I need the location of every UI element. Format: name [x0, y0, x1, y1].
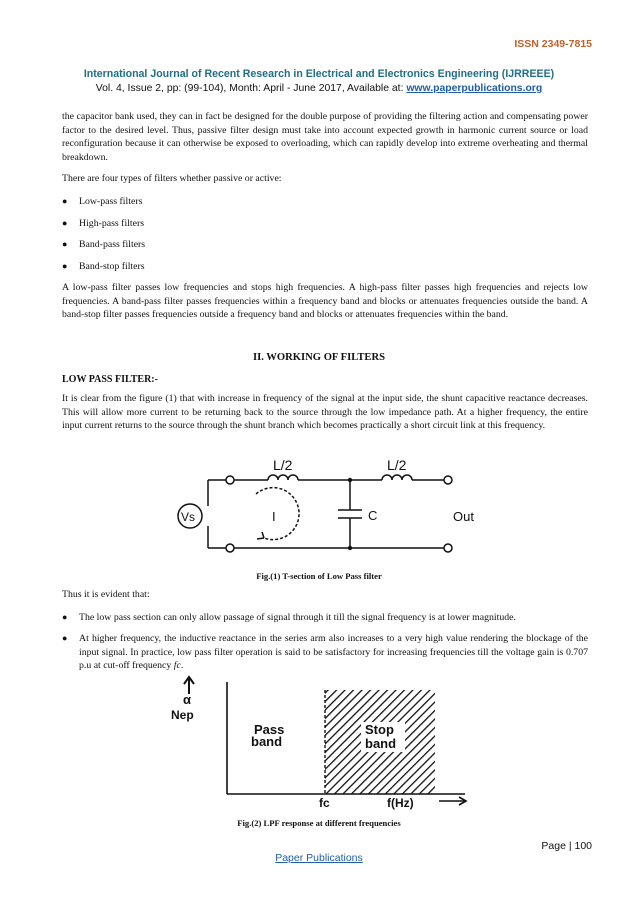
list-item	[62, 632, 588, 673]
bullet-icon: ●	[62, 261, 68, 271]
bullet-icon: ●	[62, 633, 68, 643]
lpf-paragraph: It is clear from the figure (1) that with increase in frequency of the signal at the input side, the shunt capacitive reactance decreases. This will allow more current to be returning back to the source through the low impedance path. At a higher frequency, the entire input current returns to the source through the shunt branch which becomes practically a short circuit link at this frequency.	[62, 393, 588, 432]
subheading: LOW PASS FILTER:-	[62, 374, 158, 385]
current-arrowhead	[257, 532, 264, 539]
list-item	[62, 238, 588, 252]
list-item-text: Band-stop filters	[79, 261, 145, 272]
pass-band-label: Pass	[254, 722, 285, 737]
section-heading: II. WORKING OF FILTERS	[252, 352, 386, 363]
terminal	[444, 544, 452, 552]
volume-info-line	[0, 83, 638, 94]
output-label: Out	[453, 509, 474, 524]
filter-types-intro: There are four types of filters whether passive or active:	[62, 173, 282, 184]
fc-axis-label: fc	[319, 796, 330, 810]
list-item	[62, 217, 588, 231]
website-link[interactable]: www.paperpublications.org	[406, 83, 543, 94]
list-item-text: High-pass filters	[79, 218, 145, 229]
filter-description-paragraph: A low-pass filter passes low frequencies and stops high frequencies. A high-pass filter passes high frequencies and rejects low frequencies. A band-pass filter passes frequencies within a frequency band and blocks or attenuates frequencies outside the band. A band-stop filter passes frequencies outside a frequency band and blocks or attenuates frequencies within the band.	[62, 282, 588, 321]
stop-band-label: Stop	[365, 722, 394, 737]
page-number: Page | 100	[541, 840, 592, 852]
inductor-left-label: L/2	[273, 457, 293, 473]
junction-dot	[348, 478, 352, 482]
terminal	[226, 476, 234, 484]
x-axis-label: f(Hz)	[387, 796, 414, 810]
junction-dot	[348, 546, 352, 550]
inductor-left-coil	[268, 475, 298, 480]
list-item	[62, 195, 588, 209]
cutoff-frequency-symbol: fc	[173, 660, 181, 672]
y-label-nep: Nep	[171, 708, 194, 722]
figure-2-caption: Fig.(2) LPF response at different frequencies	[237, 818, 401, 828]
journal-title: International Journal of Recent Research in Electrical and Electronics Engineering (IJRREEE)	[83, 68, 555, 80]
terminal	[226, 544, 234, 552]
source-label: Vs	[181, 510, 196, 524]
list-item-text: Low-pass filters	[79, 196, 143, 207]
current-loop-arc	[256, 488, 299, 540]
inductor-right-label: L/2	[387, 457, 407, 473]
intro-paragraph: the capacitor bank used, they can in fact be designed for the double purpose of providing the filtering action and compensating power factor to the desired level. Thus, passive filter design must take into account expected growth in harmonic current source or load reconfiguration because it can otherwise be exposed to overloading, which can rapidly develop into extreme overheating and thermal breakdown.	[62, 111, 588, 163]
volume-info: Vol. 4, Issue 2, pp: (99-104), Month: April - June 2017, Available at:	[95, 83, 407, 94]
bullet-point-body: At higher frequency, the inductive reactance in the series arm also increases to a very high value rendering the blockage of the input signal. In practice, low pass filter operation is said to be satisfactory for increasing frequencies till the voltage gain is 0.707 p.u at cut-off frequency	[79, 633, 588, 672]
list-item-text: Band-pass filters	[79, 239, 146, 250]
publisher-link[interactable]: Paper Publications	[275, 852, 363, 864]
figure-1-caption: Fig.(1) T-section of Low Pass filter	[256, 571, 382, 581]
bullet-icon: ●	[62, 218, 68, 228]
list-item	[62, 260, 588, 274]
list-item-text: The low pass section can only allow passage of signal through it till the signal frequency is at lower magnitude.	[79, 612, 516, 623]
bullet-icon: ●	[62, 239, 68, 249]
inductor-right-coil	[382, 475, 412, 480]
bullet-icon: ●	[62, 196, 68, 206]
list-item	[62, 611, 588, 625]
figure-1-circuit-diagram	[160, 452, 500, 564]
evident-text: Thus it is evident that:	[62, 589, 150, 600]
capacitor-label: C	[368, 508, 378, 523]
current-label: I	[272, 509, 276, 524]
issn-label: ISSN 2349-7815	[514, 38, 592, 50]
stop-band-label-2: band	[365, 736, 397, 751]
pass-band-label-2: band	[251, 734, 283, 749]
figure-2-lpf-response	[165, 674, 495, 812]
terminal	[444, 476, 452, 484]
bullet-icon: ●	[62, 612, 68, 622]
y-label-alpha: α	[183, 692, 191, 707]
list-item-text: At higher frequency, the inductive reactance in the series arm also increases to a very high value rendering the blockage of the input signal. In practice, low pass filter operation is said to be satisfactory for increasing frequencies till the voltage gain is 0.707 p.u at cut-off frequency fc.	[79, 633, 588, 672]
